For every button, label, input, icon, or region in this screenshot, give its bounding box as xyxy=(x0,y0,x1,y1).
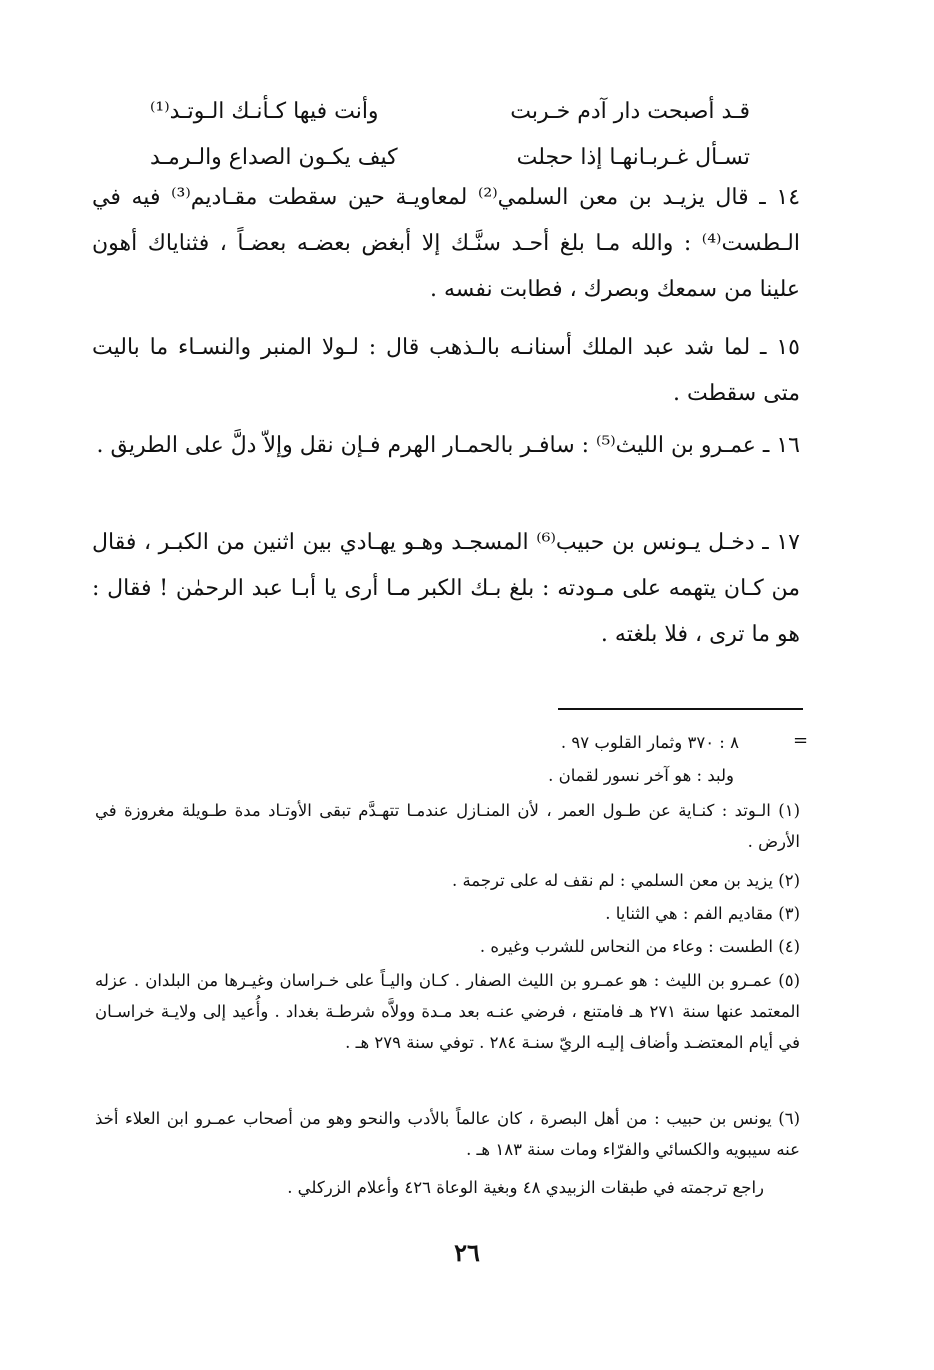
verse-1-second-hemistich: وأنت فيها كـأنـك الـوتـد⁽¹⁾ xyxy=(150,99,379,124)
footnote-3: (٣) مقاديم الفم : هي الثنايا . xyxy=(605,904,800,923)
verse-line-2 xyxy=(150,138,750,178)
footnote-2: (٢) يزيد بن معن السلمي : لم نقف له على ترجمة . xyxy=(451,871,800,890)
footnote-separator xyxy=(558,708,803,710)
footnote-4: (٤) الطست : وعاء من النحاس للشرب وغيره . xyxy=(479,937,800,956)
continuation-line-2: ولبد : هو آخر نسور لقمان . xyxy=(548,766,734,785)
footnote-5: (٥) عمـرو بن الليث : هو عمـرو بن الليث الصفار . كـان واليـاً على خـراسان وغيـرها من البلدان . عزله المعتمد عنها سنة ٢٧١ هـ فامتنع ، فرضي عنـه بعد مـدة وولاَّه شرطـة بغداد . وأُعيد إلى ولايـة خراسـان في أيام المعتضـد وأضاف إليـه الريّ سنـة ٢٨٤ . توفي سنة ٢٧٩ هـ . xyxy=(95,971,800,1052)
paragraph-15: ١٥ ـ لما شد عبد الملك أسنانـه بالـذهب قال : لـولا المنبر والنسـاء ما باليت متى سقطت . xyxy=(92,335,800,406)
verse-1-first-hemistich: قـد أصبحت دار آدم خـربت xyxy=(510,99,750,124)
page-number: ٢٦ xyxy=(454,1238,480,1267)
paragraph-14: ١٤ ـ قال يزيـد بن معن السلمي⁽²⁾ لمعاويـة حين سقطت مقـاديم⁽³⁾ فيه في الـطست⁽⁴⁾ : والله مـا بلغ أحـد سنَّـك إلا أبغض بعضـه بعضـاً ، فثناياك أهون علينا من سمعك وبصرك ، فطابت نفسه . xyxy=(92,185,801,302)
paragraph-16: ١٦ ـ عمـرو بن الليث⁽⁵⁾ : سافـر بالحمـار الهرم فـإن نقل وإلاّ دلَّ على الطريق . xyxy=(96,433,800,458)
footnote-6: (٦) يونس بن حبيب : من أهل البصرة ، كان عالماً بالأدب والنحو وهو من أصحاب عمـرو ابن العلاء أخذ عنه سيبويه والكسائي والفرّاء ومات سنة ١٨٣ هـ . xyxy=(95,1109,800,1159)
paragraph-17: ١٧ ـ دخـل يـونس بن حبيب⁽⁶⁾ المسجـد وهـو يهـادي بين اثنين من الكبـر ، فقال من كـان يتهمه على مـودته : بلغ بـك الكبر مـا أرى يا أبـا عبد الرحمٰن ! فقال : هو ما ترى ، فلا بلغته . xyxy=(92,530,800,647)
verse-2-second-hemistich: كيف يكـون الصداع والـرمـد xyxy=(150,145,398,170)
continuation-marker: = xyxy=(793,730,809,751)
verse-2-first-hemistich: تسـأل غـربـانهـا إذا حجلت xyxy=(516,145,750,170)
footnote-reference: راجع ترجمته في طبقات الزبيدي ٤٨ وبغية الوعاة ٤٢٦ وأعلام الزركلي . xyxy=(287,1178,764,1197)
continuation-line-1: ٨ : ٣٧٠ وثمار القلوب ٩٧ . xyxy=(560,733,739,752)
footnote-1: (١) الـوتد : كنـاية عن طـول العمر ، لأن المنـازل عندمـا تتهـدَّم تبقى الأوتـاد مدة طـويلة مغروزة في الأرض . xyxy=(95,801,800,851)
verse-line-1 xyxy=(150,92,750,132)
